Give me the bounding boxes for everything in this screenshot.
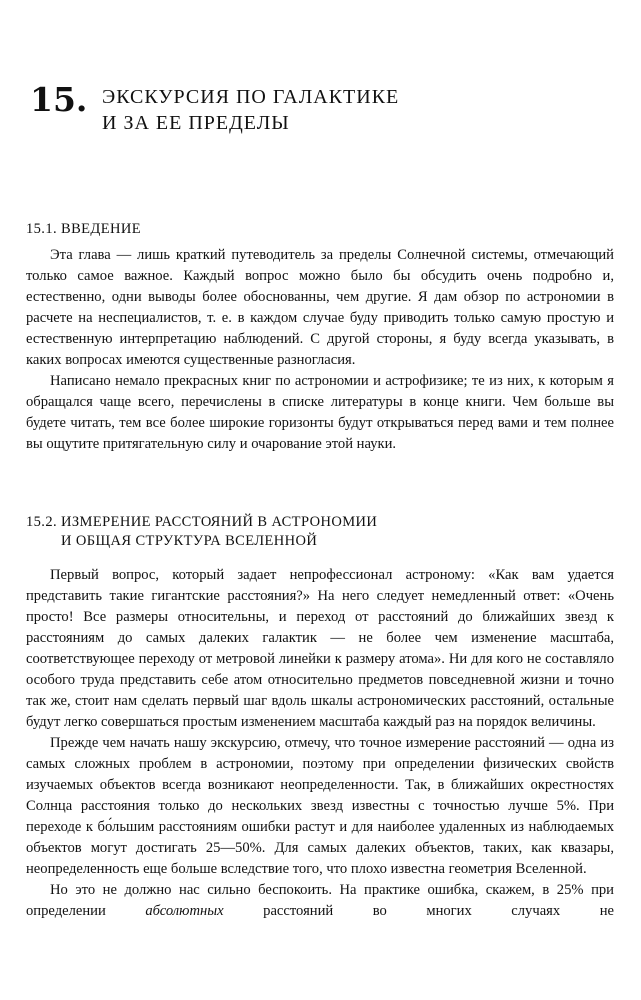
paragraph: Первый вопрос, который задает непрофессионал астроному: «Как вам удается представить такие гигантские расстояния?» На него следует немедленный ответ: «Очень просто! Все размеры относительны, и переход от расстояний до ближайших звезд к расстояниям до самых далеких галактик — не более чем изменение масштаба, соответствующее переходу от метровой линейки к размеру атома». Ни для кого не составляло особого труда представить себе атом относительно предметов повседневной жизни и точно так же, стоит нам сделать первый шаг вдоль шкалы астрономических расстояний, остальные будут легко совершаться простым изменением масштаба каждый раз на порядок величины. <box>26 567 614 730</box>
chapter-title-line-1: ЭКСКУРСИЯ ПО ГАЛАКТИКЕ <box>102 86 400 108</box>
paragraph: Написано немало прекрасных книг по астрономии и астрофизике; те из них, к которым я обращался чаще всего, перечислены в списке литературы в конце книги. Чем больше вы будете читать, тем все более широкие горизонты будут открываться перед вами и тем полнее вы ощутите притягательную силу и очарование этой науки. <box>26 373 614 452</box>
section-heading-line-1: 15.2. ИЗМЕРЕНИЕ РАССТОЯНИЙ В АСТРОНОМИИ <box>26 514 378 530</box>
paragraph: Эта глава — лишь краткий путеводитель за пределы Солнечной системы, отмечающий только самое важное. Каждый вопрос можно было бы обсудить очень подробно и, естественно, одни выводы более обоснованны, чем другие. Я дам обзор по астрономии в расчете на неспециалистов, т. е. в каждом случае буду приводить только самую простую и естественную интерпретацию наблюдений. С другой стороны, я буду всегда указывать, в каких вопросах имеются существенные разногласия. <box>26 247 614 368</box>
paragraph: Прежде чем начать нашу экскурсию, отмечу, что точное измерение расстояний — одна из самых сложных проблем в астрономии, поэтому при определении физических свойств изучаемых объектов всегда возникают неопределенности. Так, в ближайших окрестностях Солнца расстояния только до нескольких звезд известны с точностью лучше 5%. При переходе к бо́льшим расстояниям ошибки растут и для наиболее удаленных из наблюдаемых объектов могут достигать 25—50%. Для самых далеких объектов, таких, как квазары, неопределенность еще больше вследствие того, что плохо известна геометрия Вселенной. <box>26 735 614 877</box>
chapter-number: 15. <box>30 80 88 119</box>
paragraph-text: Но это не должно нас сильно беспокоить. На практике ошибка, скажем, в 25% при определении <box>26 882 614 919</box>
section-introduction <box>26 220 614 455</box>
chapter-title-line-2: И ЗА ЕЕ ПРЕДЕЛЫ <box>102 112 290 134</box>
paragraph-text: расстояний во многих случаях не <box>263 903 614 919</box>
section-distance-measurement <box>26 513 614 922</box>
paragraph <box>26 880 614 922</box>
section-heading-line-2: И ОБЩАЯ СТРУКТУРА ВСЕЛЕННОЙ <box>61 533 318 549</box>
chapter-title <box>102 84 622 136</box>
emphasis-text: абсолютных <box>145 903 224 919</box>
section-heading <box>26 513 614 551</box>
section-heading: 15.1. ВВЕДЕНИЕ <box>26 221 141 237</box>
